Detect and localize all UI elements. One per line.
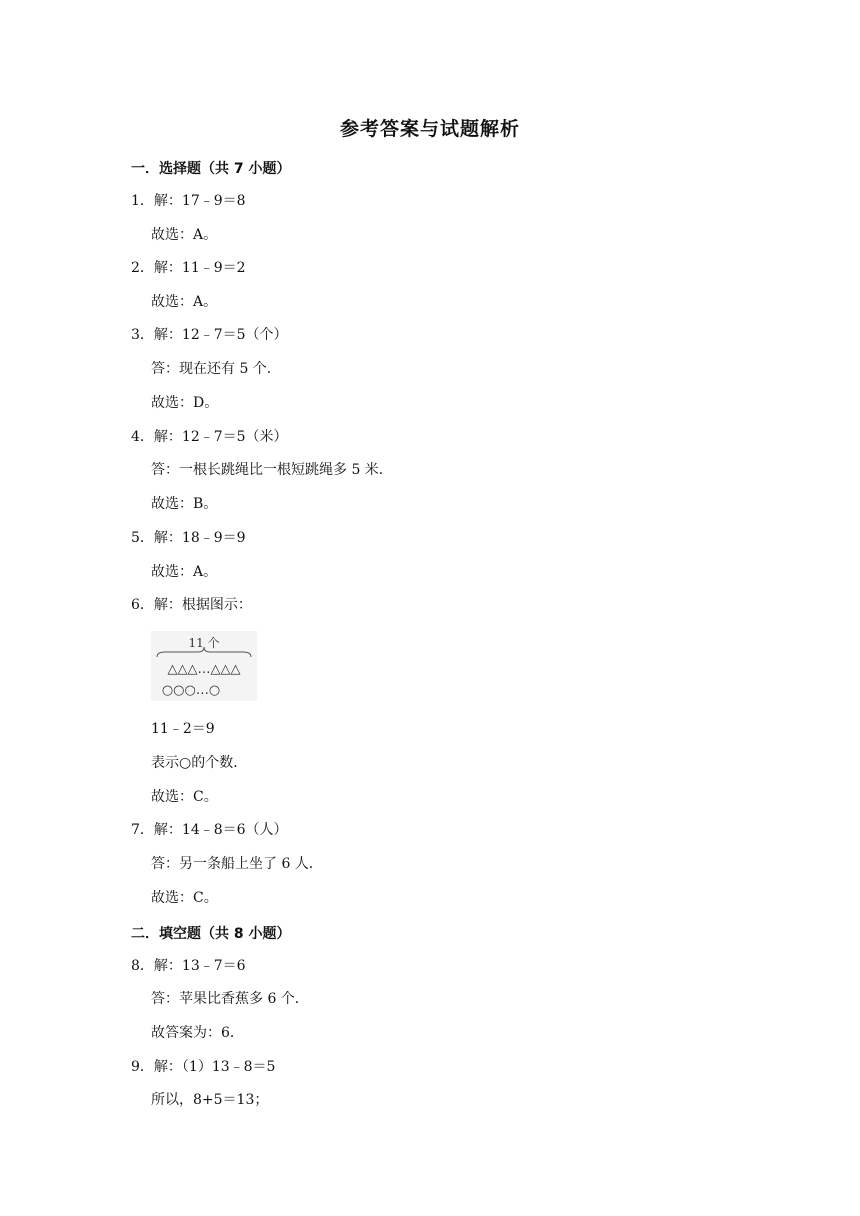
answer-line: 故答案为：6． <box>151 1025 244 1041</box>
figure-label: 11 个 <box>188 636 220 650</box>
answer-line: 表示○的个数． <box>151 755 248 771</box>
answer-line: 故选：B。 <box>151 496 218 512</box>
answer-line: 7．解：14﹣8＝6（人） <box>131 822 288 838</box>
answer-line: 故选：A。 <box>151 227 218 243</box>
brace-icon <box>157 647 251 657</box>
answer-line: 答：现在还有 5 个． <box>151 361 281 377</box>
answer-line: 所以，8+5＝13； <box>151 1092 269 1108</box>
section-heading-choice: 一．选择题（共 7 小题） <box>131 161 291 177</box>
answer-line: 故选：A。 <box>151 564 218 580</box>
triangles-circles-diagram <box>151 631 257 701</box>
section-heading-fill: 二．填空题（共 8 小题） <box>131 926 291 942</box>
answer-line: 4．解：12﹣7＝5（米） <box>131 429 288 445</box>
page-title: 参考答案与试题解析 <box>339 118 520 140</box>
answer-line: 8．解：13﹣7＝6 <box>131 958 246 974</box>
answer-line: 答：苹果比香蕉多 6 个． <box>151 991 309 1007</box>
answer-line: 故选：A。 <box>151 294 218 310</box>
answer-line: 6．解：根据图示： <box>131 597 252 613</box>
answer-line: 故选：C。 <box>151 890 218 906</box>
answer-line: 11﹣2＝9 <box>151 721 215 737</box>
answer-line: 答：一根长跳绳比一根短跳绳多 5 米． <box>151 462 393 478</box>
answer-line: 故选：D。 <box>151 395 219 411</box>
answer-line: 1．解：17﹣9＝8 <box>131 193 246 209</box>
answer-line: 答：另一条船上坐了 6 人． <box>151 856 323 872</box>
triangles-row: △△△…△△△ <box>167 662 241 677</box>
diagram-figure <box>151 631 257 701</box>
answer-line: 9．解：（1）13﹣8＝5 <box>131 1059 276 1075</box>
answer-line: 5．解：18﹣9＝9 <box>131 530 246 546</box>
answer-line: 3．解：12﹣7＝5（个） <box>131 327 288 343</box>
answer-line: 2．解：11﹣9＝2 <box>131 260 246 276</box>
circles-row: ○○○…○ <box>161 683 221 698</box>
answer-line: 故选：C。 <box>151 789 218 805</box>
